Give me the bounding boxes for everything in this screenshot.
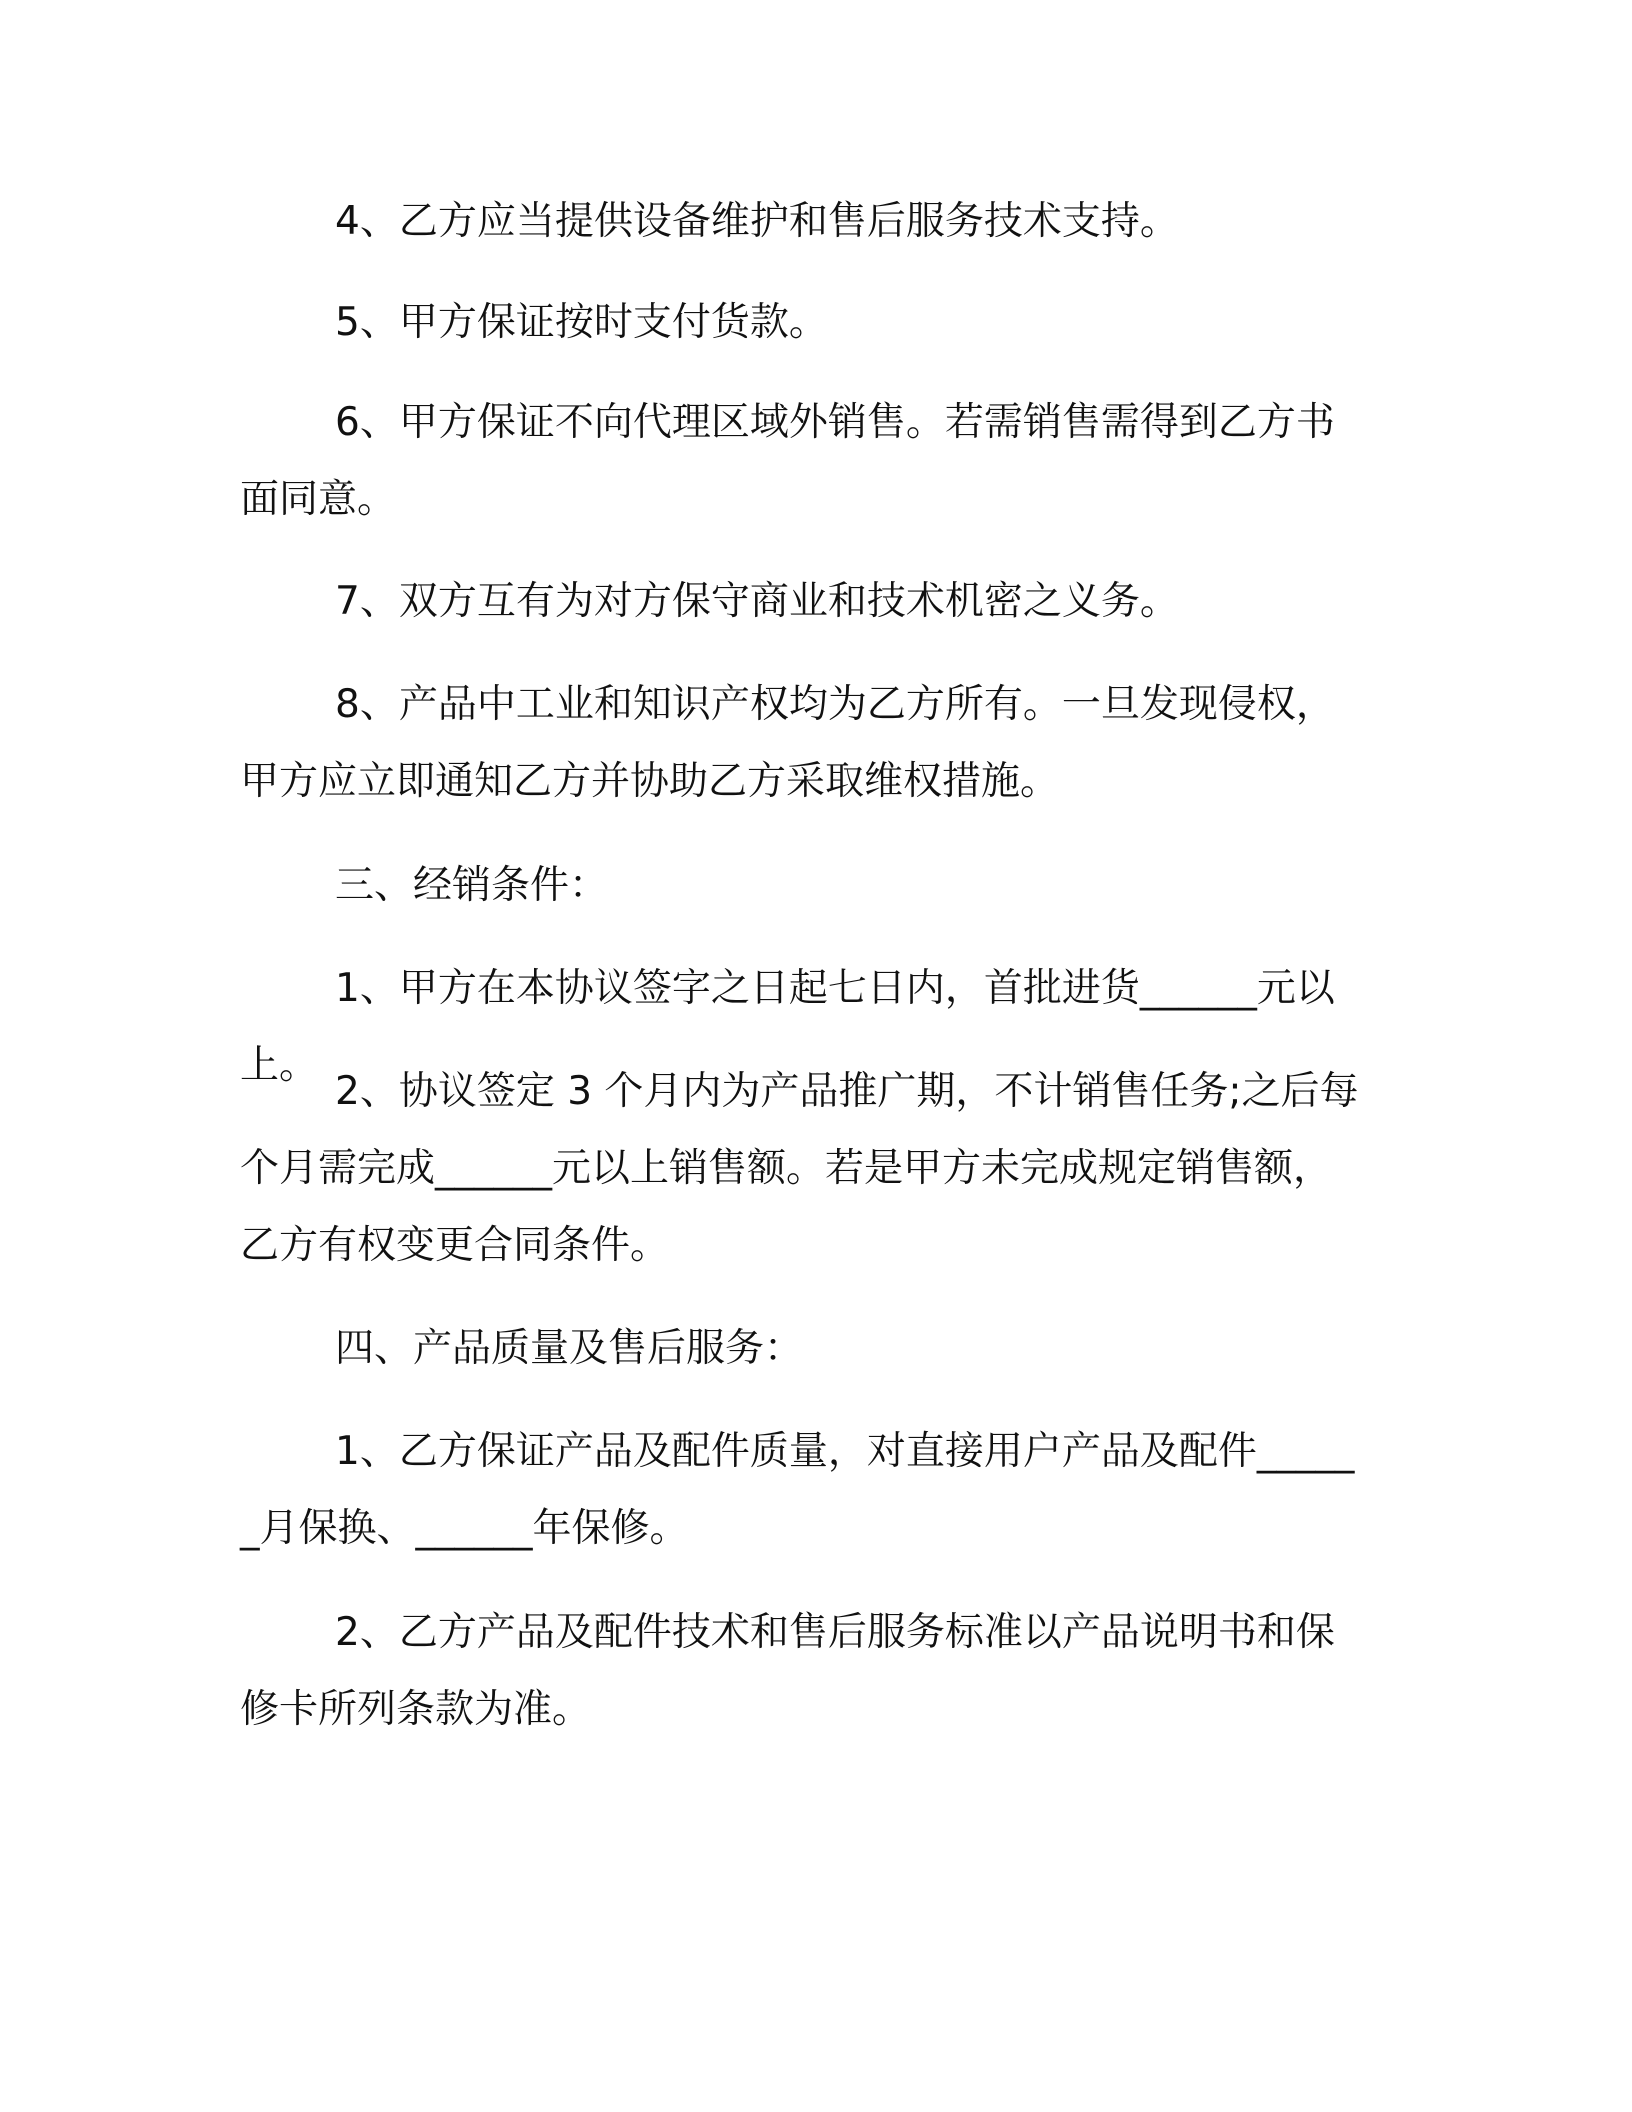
section-4-heading: 四、产品质量及售后服务：: [335, 1326, 804, 1371]
section-4-clause-1: 1、乙方保证产品及配件质量，对直接用户产品及配件______月保换、______年保修。: [240, 1429, 1355, 1551]
section-3-heading: 三、经销条件：: [335, 863, 609, 908]
section-3-clause-1: 1、甲方在本协议签字之日起七日内，首批进货______元以上。: [240, 966, 1335, 1088]
clause-4-equipment-maintenance: 4、乙方应当提供设备维护和售后服务技术支持。: [335, 199, 1179, 244]
section-4-clause-2: 2、乙方产品及配件技术和售后服务标准以产品说明书和保修卡所列条款为准。: [240, 1610, 1335, 1732]
clause-5-payment: 5、甲方保证按时支付货款。: [335, 300, 828, 345]
clause-6-sales-region: 6、甲方保证不向代理区域外销售。若需销售需得到乙方书面同意。: [240, 400, 1335, 522]
section-3-clause-2: 2、协议签定 3 个月内为产品推广期，不计销售任务;之后每个月需完成______元以上销售额。若是甲方未完成规定销售额，乙方有权变更合同条件。: [240, 1069, 1359, 1268]
clause-7-confidentiality: 7、双方互有为对方保守商业和技术机密之义务。: [335, 579, 1179, 624]
clause-8-intellectual-property: 8、产品中工业和知识产权均为乙方所有。一旦发现侵权，甲方应立即通知乙方并协助乙方采取维权措施。: [240, 682, 1335, 804]
